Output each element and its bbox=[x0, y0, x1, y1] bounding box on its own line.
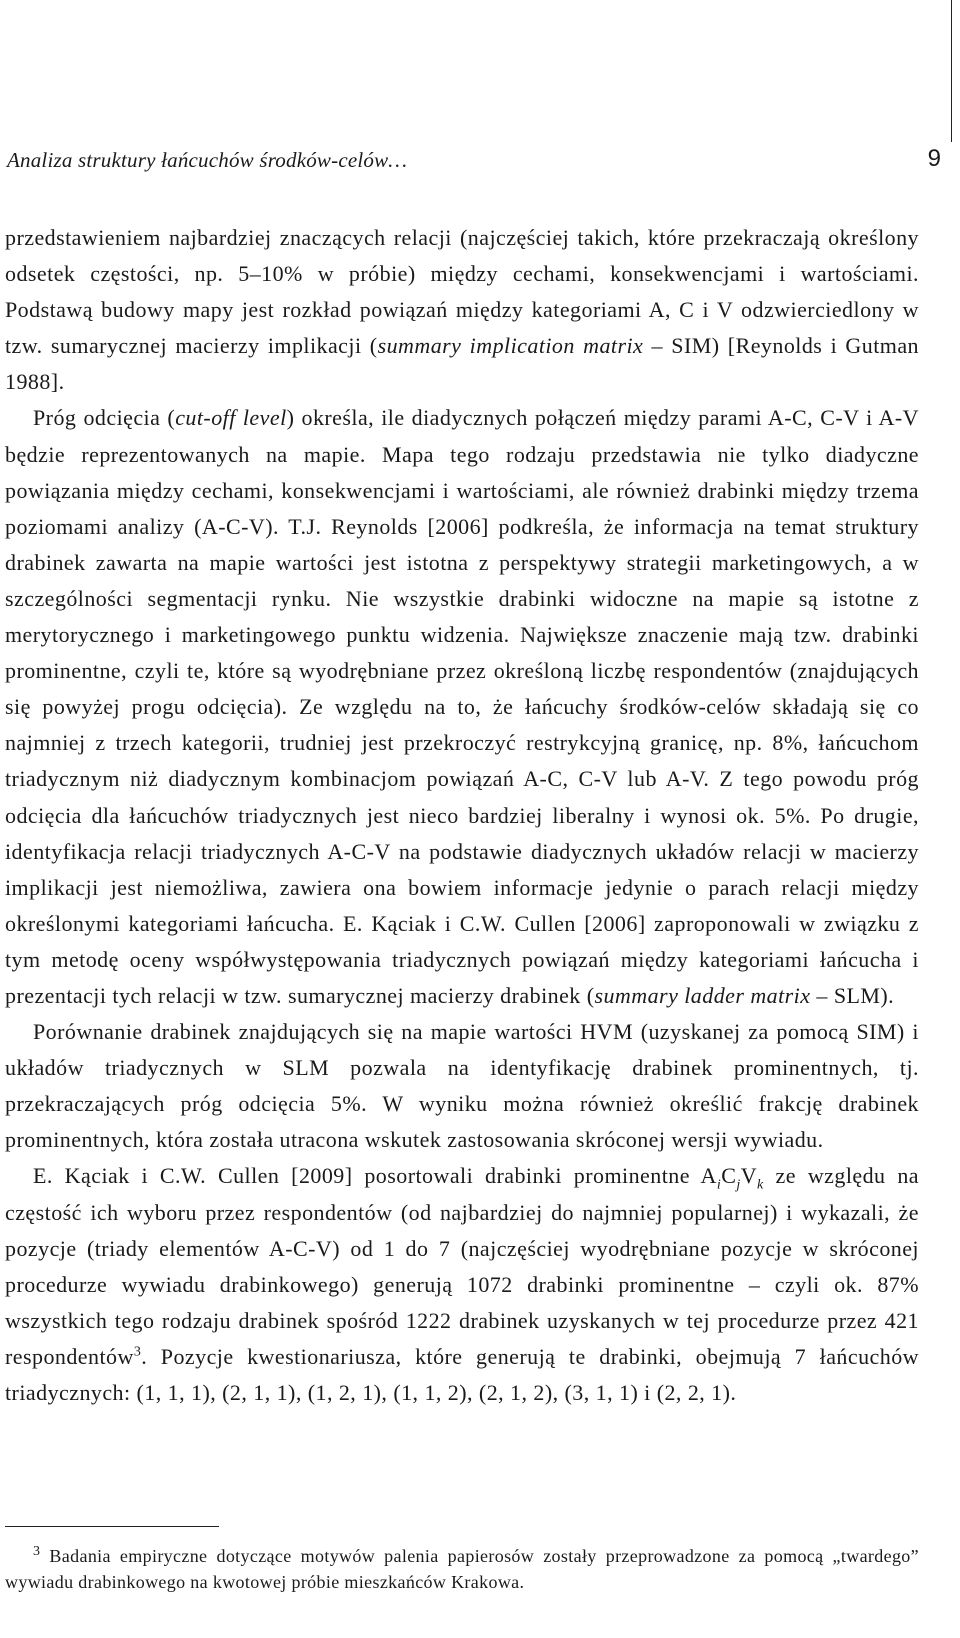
paragraph-1: przedstawieniem najbardziej znaczących relacji (najczęściej takich, które przekraczają określony odsetek częstości, np. 5–10% w próbie) między cechami, konsekwencjami i wartościami. Podstawą budowy mapy jest rozkład powiązań między kategoriami A, C i V odzwierciedlony w tzw. sumarycznej macierzy implikacji (summary implication matrix – SIM) [Reynolds i Gutman 1988]. bbox=[5, 225, 920, 395]
term-slm: summary ladder matrix bbox=[594, 982, 811, 1008]
running-title: Analiza struktury łańcuchów środków-celów… bbox=[7, 148, 408, 172]
page-edge-line bbox=[951, 0, 952, 142]
running-header bbox=[7, 145, 951, 178]
term-sim: summary implication matrix bbox=[377, 333, 644, 359]
paragraph-3: Porównanie drabinek znajdujących się na mapie wartości HVM (uzyskanej za pomocą SIM) i układów triadycznych w SLM pozwala na identyfikację drabinek prominentnych, tj. przekraczających próg odcięcia 5%. W wyniku można również określić frakcję drabinek prominentnych, która została utracona wskutek zastosowania skróconej wersji wywiadu. bbox=[5, 1019, 919, 1153]
footnote bbox=[5, 1543, 919, 1595]
body-text bbox=[5, 220, 919, 1411]
footnote-text: Badania empiryczne dotyczące motywów palenia papierosów zostały przeprowadzone za pomocą „twardego” wywiadu drabinkowego na kwotowej próbie mieszkańców Krakowa. bbox=[5, 1546, 919, 1592]
page-number: 9 bbox=[927, 145, 941, 172]
footnote-ref: 3 bbox=[133, 1344, 142, 1360]
paragraph-2: Próg odcięcia (cut-off level) określa, ile diadycznych połączeń między parami A-C, C-V i A-V będzie reprezentowanych na mapie. Mapa tego rodzaju przedstawia nie tylko diadyczne powiązania między cechami, konsekwencjami i wartościami, ale również drabinki między trzema poziomami analizy (A-C-V). T.J. Reynolds [2006] podkreśla, że informacja na temat struktury drabinek zawarta na mapie wartości jest istotna z perspektywy strategii marketingowych, a w szczególności segmentacji rynku. Nie wszystkie drabinki widoczne na mapie są istotne z merytorycznego i marketingowego punktu widzenia. Największe znaczenie mają tzw. drabinki prominentne, czyli te, które są wyodrębniane przez określoną liczbę respondentów (znajdujących się powyżej progu odcięcia). Ze względu na to, że łańcuchy środków-celów składają się co najmniej z trzech kategorii, trudniej jest przekroczyć restrykcyjną granicę, np. 8%, łańcuchom triadycznym niż diadycznym kombinacjom powiązań A-C, C-V lub A-V. Z tego powodu próg odcięcia dla łańcuchów triadycznych jest nieco bardziej liberalny i wynosi ok. 5%. Po drugie, identyfikacja relacji triadycznych A-C-V na podstawie diadycznych układów relacji w macierzy implikacji jest niemożliwa, zawiera ona bowiem informacje jedynie o parach relacji między określonymi kategoriami łańcucha. E. Kąciak i C.W. Cullen [2006] zaproponowali w związku z tym metodę oceny współwystępowania triadycznych powiązań między kategoriami łańcucha i prezentacji tych relacji w tzw. sumarycznej macierzy drabinek (summary ladder matrix – SLM). bbox=[5, 405, 920, 1008]
paragraph-4: E. Kąciak i C.W. Cullen [2009] posortowali drabinki prominentne $A_iC_jV_k$ ze względu na częstość ich wyboru przez respondentów (od najbardziej do najmniej popularnej) i wykazali, że pozycje (triady elementów A-C-V) od 1 do 7 (najczęściej wyodrębniane pozycje w skróconej procedurze wywiadu drabinkowego) generują 1072 drabinki prominentne – czyli ok. 87% wszystkich tego rodzaju drabinek spośród 1222 drabinek uzyskanych w tej procedurze przez 421 respondentów$^3$. Pozycje kwestionariusza, które generują te drabinki, obejmują 7 łańcuchów triadycznych: (1, 1, 1), (2, 1, 1), (1, 2, 1), (1, 1, 2), (2, 1, 2), (3, 1, 1) i (2, 2, 1). bbox=[5, 1163, 920, 1405]
footnote-marker: 3 bbox=[33, 1544, 41, 1559]
term-cut-off: cut-off level bbox=[175, 405, 287, 431]
footnote-rule bbox=[5, 1526, 219, 1527]
